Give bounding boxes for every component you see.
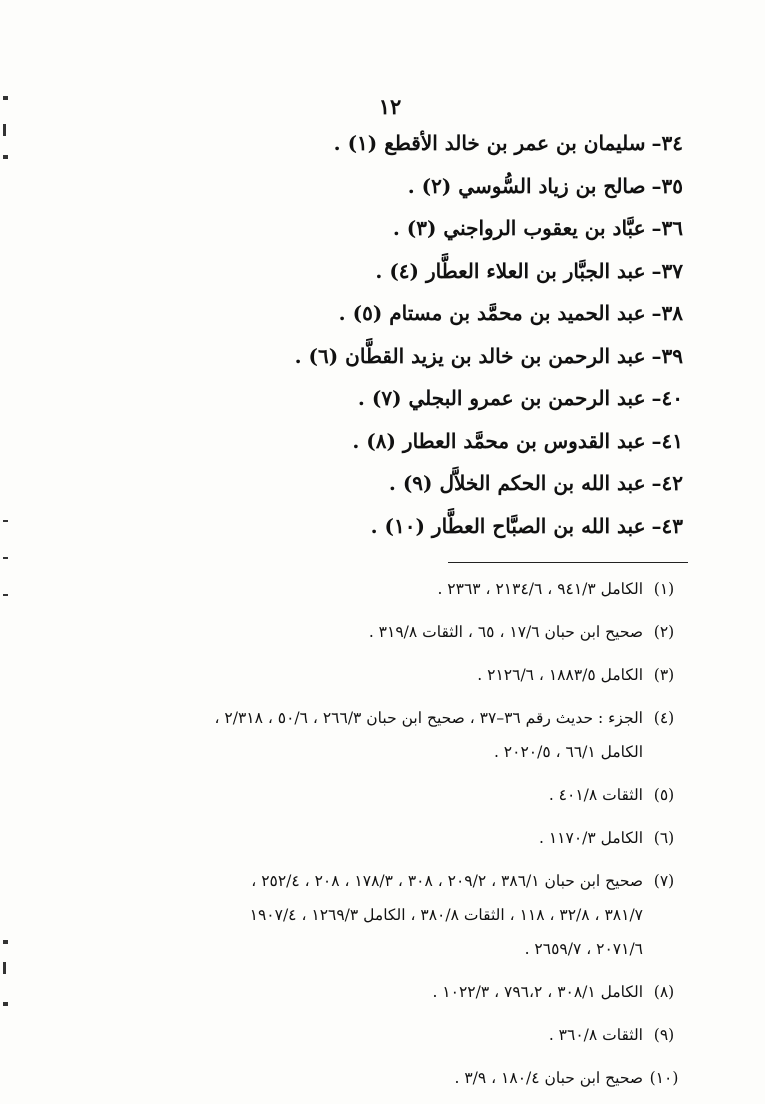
footnote: [85, 1018, 685, 1052]
footnote-number: (٥): [653, 786, 675, 804]
scan-mark: [3, 520, 8, 522]
footnote-number: (٤): [653, 709, 675, 727]
footnote-text: الجزء : حديث رقم ٣٦–٣٧ ، صحيح ابن حبان ٢٦٦/٣ ، ٥٠/٦ ، ٢/٣١٨ ،: [214, 709, 643, 727]
list-item: ٣٥–صالح بن زياد السُّوسي (٢) .: [407, 173, 683, 198]
list-item: ٤٣–عبد الله بن الصبَّاح العطَّار (١٠) .: [370, 513, 683, 538]
scan-mark: [3, 124, 6, 136]
scan-mark: [3, 1002, 8, 1006]
list-item: ٤٠–عبد الرحمن بن عمرو البجلي (٧) .: [357, 386, 683, 410]
list-item: ٣٦–عبَّاد بن يعقوب الرواجني (٣) .: [392, 216, 683, 240]
footnote-text: الثقات ٣٦٠/٨ .: [548, 1026, 643, 1044]
footnote-text: الكامل ٩٤١/٣ ، ٢١٣٤/٦ ، ٢٣٦٣ .: [437, 580, 643, 598]
list-item: ٣٤–سليمان بن عمر بن خالد الأقطع (١) .: [333, 131, 683, 155]
footnote: [85, 778, 685, 812]
footnotes: [85, 572, 685, 1104]
footnote-text: صحيح ابن حبان ٣٨٦/١ ، ٢٠٩/٢ ، ٣٠٨ ، ١٧٨/٣ ، ٢٠٨ ، ٢٥٢/٤ ،: [251, 872, 643, 890]
list-item: ٣٨–عبد الحميد بن محمَّد بن مستام (٥) .: [338, 301, 683, 325]
narrator-list: [123, 122, 683, 547]
scan-mark: [3, 962, 6, 974]
scan-mark: [3, 557, 8, 559]
footnote: [85, 701, 685, 769]
footnote-number: (٧): [653, 872, 675, 890]
list-item: ٤٢–عبد الله بن الحكم الخلاَّل (٩) .: [388, 471, 683, 495]
footnote-number: (٦): [653, 829, 675, 847]
footnote-text: الكامل ٦٦/١ ، ٢٠٢٠/٥ .: [493, 743, 643, 761]
footnote-text: صحيح ابن حبان ١٨٠/٤ ، ٣/٩ .: [454, 1069, 643, 1087]
list-item: ٤١–عبد القدوس بن محمَّد العطار (٨) .: [352, 428, 683, 453]
footnote-number: (١): [653, 580, 675, 598]
footnote: [85, 1061, 685, 1095]
footnote: [85, 658, 685, 692]
footnote-text: ٢٠٧١/٦ ، ٢٦٥٩/٧ .: [524, 940, 643, 958]
footnote: [85, 975, 685, 1009]
list-item: ٣٧–عبد الجبَّار بن العلاء العطَّار (٤) .: [375, 258, 683, 283]
footnote-number: (٩): [653, 1026, 675, 1044]
footnote-text: ٣٨١/٧ ، ٣٢/٨ ، ١١٨ ، الثقات ٣٨٠/٨ ، الكامل ١٢٦٩/٣ ، ١٩٠٧/٤: [249, 906, 643, 924]
footnote-text: الثقات ٤٠١/٨ .: [548, 786, 643, 804]
footnote: [85, 572, 685, 606]
footnote: [85, 821, 685, 855]
footnote-text: الكامل ١٨٨٣/٥ ، ٢١٢٦/٦ .: [477, 666, 643, 684]
scan-mark: [3, 940, 8, 944]
footnote-divider: [448, 562, 688, 563]
page-number: ١٢: [378, 94, 402, 119]
footnote: [85, 615, 685, 649]
list-item: ٣٩–عبد الرحمن بن خالد بن يزيد القطَّان (٦) .: [294, 343, 683, 368]
footnote-number: (٨): [653, 983, 675, 1001]
footnote-number: (٢): [653, 623, 675, 641]
footnote-number: (١٠): [649, 1069, 679, 1087]
footnote: [85, 864, 685, 966]
scan-mark: [3, 155, 8, 159]
footnote-number: (٣): [653, 666, 675, 684]
footnote-text: صحيح ابن حبان ١٧/٦ ، ٦٥ ، الثقات ٣١٩/٨ .: [368, 623, 643, 641]
footnote-text: الكامل ٣٠٨/١ ، ٧٩٦،٢ ، ١٠٢٢/٣ .: [432, 983, 643, 1001]
scan-mark: [3, 96, 8, 100]
footnote-text: الكامل ١١٧٠/٣ .: [539, 829, 643, 847]
scan-mark: [3, 594, 8, 596]
